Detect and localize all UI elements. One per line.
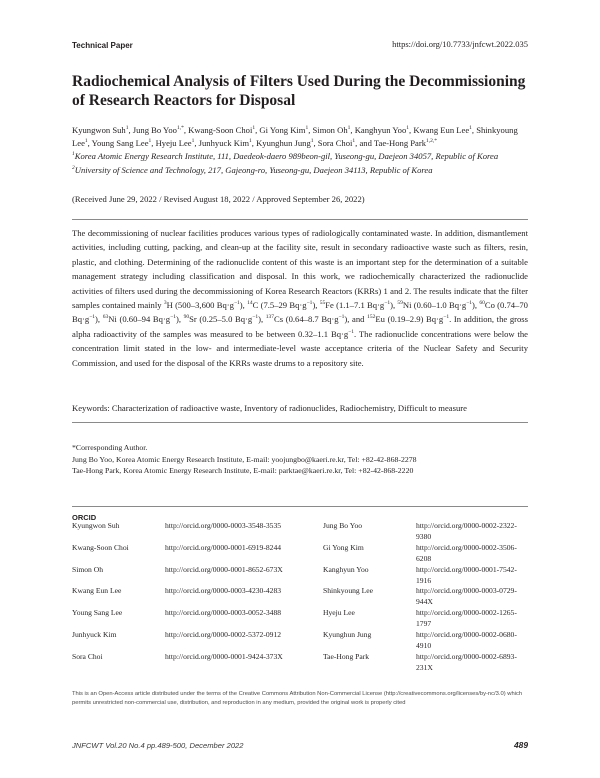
corresponding-line: Jung Bo Yoo, Korea Atomic Energy Research Institute, E-mail: yoojungbo@kaeri.re.kr, Tel: +82-42-868-2278 <box>72 454 417 464</box>
abstract-text: Ni (0.60–94 Bq·g <box>108 314 171 325</box>
author-name: Simon Oh <box>312 125 348 135</box>
author-name: Young Sang Lee <box>91 138 149 149</box>
author-superscript: 1 <box>347 125 351 132</box>
superscript: 152 <box>367 314 376 321</box>
superscript: 59 <box>397 300 403 307</box>
superscript: −1 <box>89 314 96 321</box>
abstract-text: ), <box>472 300 480 311</box>
received-dates: (Received June 29, 2022 / Revised August 18, 2022 / Approved September 26, 2022) <box>72 194 365 204</box>
orcid-row <box>72 630 532 652</box>
author-superscript: 1 <box>406 125 410 132</box>
orcid-author-name: Tae-Hong Park <box>323 651 370 661</box>
abstract-text: Eu (0.19–2.9) Bq·g <box>375 314 444 325</box>
abstract-text: Co (0.74–70 Bq·g <box>72 300 528 325</box>
abstract <box>72 226 528 370</box>
author <box>313 125 351 135</box>
author <box>199 138 252 148</box>
page-number: 489 <box>514 740 528 750</box>
author <box>413 125 472 135</box>
superscript: 90 <box>183 314 190 321</box>
affiliation-superscript: 2 <box>72 164 75 171</box>
abstract-text: The decommissioning of nuclear facilities produces various types of radiologically contaminated waste. In addition, dismantlement activities, including cutting, packing, and clean-up at the facility site, result in secondary radioactive waste such as filters, resin, plastic, and clothing. Determining of the radionuclide content of this waste is an important step for the determination of a suitable management strategy including classification and disposal. In this work, we radiochemically characterized the radionuclide activities of filters used during the decommissioning of Korea Research Reactors (KRRs) 1 and 2. The results indicate that the filter samples contained mainly <box>72 228 528 311</box>
orcid-link[interactable]: http://orcid.org/0000-0003-0052-3488 <box>165 608 282 618</box>
author-name: Gi Yong Kim <box>259 125 306 135</box>
orcid-row <box>72 521 532 543</box>
author-block <box>72 124 530 177</box>
affiliation-text: University of Science and Technology, 217, Gajeong-ro, Yuseong-gu, Daejeon 34113, Republic of Korea <box>74 164 433 175</box>
orcid-link[interactable]: http://orcid.org/0000-0002-5372-0912 <box>165 630 282 640</box>
author-name: Junhyuck Kim <box>198 138 250 149</box>
orcid-link[interactable]: http://orcid.org/0000-0002-0680-4910 <box>416 630 517 650</box>
abstract-text: . The radionuclide concentrations were below the concentration limit stated in the low- and intermediate-level waste acceptance criteria of the Nuclear Safety and Security Commission, and used for the disposal of the KRRs waste drums to a repository site. <box>72 328 528 368</box>
license-notice: This is an Open-Access article distributed under the terms of the Creative Commons Attribution Non-Commercial License (http://creativecommons.org/licenses/by-nc/3.0) which permits unrestricted non-commercial use, distribution, and reproduction in any medium, provided the original work is properly cited <box>72 691 523 707</box>
orcid-author-name: Sora Choi <box>72 651 103 661</box>
author-name: Kyunghun Jung <box>256 138 311 149</box>
author-name: Kwang Eun Lee <box>413 125 470 135</box>
author-superscript: 1 <box>310 138 314 145</box>
abstract-text: ), <box>239 300 248 311</box>
paper-title: Radiochemical Analysis of Filters Used During the Decommissioning of Research Reactors for Disposal <box>72 73 526 109</box>
orcid-heading: ORCID <box>72 513 97 522</box>
abstract-text: ), <box>175 314 184 325</box>
orcid-author-name: Young Sang Lee <box>72 608 123 618</box>
author-list: Kyungwon Suh$^1$, Jung Bo Yoo$^{1,*}$, Kwang-Soon Choi$^1$, Gi Yong Kim$^1$, Simon Oh$^1$, Kanghyun Yoo$^1$, Kwang Eun Lee$^1$, Shinkyoung Lee$^1$, Young Sang Lee$^1$, Hyeju Lee$^1$, Junhyuck Kim$^1$, Kyunghun Jung$^1$, Sora Choi$^1$, and Tae-Hong Park$^{1,2,*}$ <box>72 125 518 149</box>
orcid-row <box>72 608 532 630</box>
orcid-link[interactable]: http://orcid.org/0000-0002-6893-231X <box>416 651 517 672</box>
author <box>188 125 255 135</box>
orcid-author-name: Kwang-Soon Choi <box>72 542 129 552</box>
author-name: Shinkyoung Lee <box>72 125 518 149</box>
author-superscript: 1 <box>305 125 309 132</box>
orcid-row <box>72 543 532 565</box>
abstract-text: ), <box>390 300 398 311</box>
author-superscript: 1 <box>252 125 256 132</box>
article-type-label: Technical Paper <box>72 41 133 50</box>
abstract-text: ), <box>95 314 103 325</box>
orcid-author-name: Kwang Eun Lee <box>72 586 122 596</box>
superscript: 60 <box>479 300 485 307</box>
superscript: −1 <box>466 300 473 307</box>
orcid-row <box>72 652 532 674</box>
author-superscript: 1 <box>148 138 152 145</box>
author-name: Kyungwon Suh <box>72 125 126 135</box>
superscript: −1 <box>170 314 176 321</box>
superscript: −1 <box>306 300 313 307</box>
superscript: −1 <box>384 300 391 307</box>
orcid-link[interactable]: http://orcid.org/0000-0003-0729-944X <box>416 586 517 607</box>
abstract-text: ), <box>258 314 266 325</box>
author-superscript: 1 <box>84 138 88 145</box>
orcid-link[interactable]: http://orcid.org/0000-0003-3548-3535 <box>165 521 282 530</box>
orcid-link[interactable]: http://orcid.org/0000-0001-7542-1916 <box>416 564 517 585</box>
orcid-author-name: Shinkyoung Lee <box>323 586 373 596</box>
abstract-text: ), <box>312 300 320 311</box>
orcid-author-name: Hyeju Lee <box>323 608 355 618</box>
author-name: Jung Bo Yoo <box>132 125 177 135</box>
doi-link[interactable]: https://doi.org/10.7733/jnfcwt.2022.035 <box>392 39 528 49</box>
keywords: Keywords: Characterization of radioactive waste, Inventory of radionuclides, Radiochemistry, Difficult to measure <box>72 403 467 413</box>
author-superscript: 1 <box>191 138 195 145</box>
author <box>92 138 152 148</box>
abstract-text: Sr (0.25–5.0 Bq·g <box>189 314 253 325</box>
affiliation <box>72 150 530 163</box>
affiliation-superscript: 1 <box>72 151 75 158</box>
author-superscript: 1 <box>125 125 129 132</box>
affiliation <box>72 164 530 177</box>
divider <box>72 506 528 507</box>
author <box>374 138 437 148</box>
orcid-link[interactable]: http://orcid.org/0000-0002-2322-9380 <box>416 521 517 541</box>
orcid-link[interactable]: http://orcid.org/0000-0001-6919-8244 <box>165 542 282 552</box>
orcid-author-name: Junhyuck Kim <box>72 630 117 640</box>
orcid-author-name: Simon Oh <box>72 564 104 574</box>
affiliation-text: Korea Atomic Energy Research Institute, 111, Daedeok-daero 989beon-gil, Yuseong-gu, Daejeon 34057, Republic of Korea <box>74 151 499 162</box>
abstract-text: . In addition, the gross alpha radioactivity of the samples was measured to be between 0.32–1.1 Bq·g <box>72 314 528 339</box>
orcid-row <box>72 586 532 608</box>
abstract-text: C (7.5–29 Bq·g <box>252 300 307 311</box>
abstract-text: Ni (0.60–1.0 Bq·g <box>402 300 467 311</box>
orcid-link[interactable]: http://orcid.org/0000-0002-3506-6208 <box>416 542 517 563</box>
orcid-link[interactable]: http://orcid.org/0000-0001-9424-373X <box>165 651 283 661</box>
author-superscript: 1,* <box>176 125 184 132</box>
author <box>156 138 195 148</box>
author-superscript: 1,2,* <box>426 138 438 145</box>
author-name: Kwang-Soon Choi <box>188 125 253 135</box>
superscript: 14 <box>247 300 253 307</box>
author-superscript: 1 <box>469 125 472 132</box>
superscript: −1 <box>233 300 240 307</box>
corresponding-line: Tae-Hong Park, Korea Atomic Energy Research Institute, E-mail: parktae@kaeri.re.kr, Tel: +82-42-868-2220 <box>72 466 414 476</box>
author <box>355 125 409 135</box>
author-superscript: 1 <box>352 138 356 145</box>
author-name: Sora Choi <box>317 138 353 149</box>
orcid-link[interactable]: http://orcid.org/0000-0003-4230-4283 <box>165 586 282 596</box>
divider <box>72 219 528 220</box>
orcid-table <box>72 521 532 674</box>
superscript: −1 <box>338 314 345 321</box>
author-conjunction: and <box>359 138 372 149</box>
superscript: −1 <box>348 328 355 335</box>
superscript: 63 <box>102 314 109 321</box>
author <box>72 125 128 135</box>
author <box>259 125 308 135</box>
orcid-author-name: Kanghyun Yoo <box>323 564 369 574</box>
affiliation-list <box>72 150 530 176</box>
author <box>318 138 355 148</box>
orcid-author-name: Gi Yong Kim <box>323 542 364 552</box>
abstract-text: ), and <box>344 314 368 325</box>
journal-citation: JNFCWT Vol.20 No.4 pp.489-500, December 2022 <box>72 741 244 750</box>
orcid-link[interactable]: http://orcid.org/0000-0002-1265-1797 <box>416 608 517 629</box>
superscript: −1 <box>443 314 450 321</box>
abstract-text: H (500–3,600 Bq·g <box>166 300 234 311</box>
orcid-link[interactable]: http://orcid.org/0000-0001-8652-673X <box>165 564 283 574</box>
orcid-author-name: Jung Bo Yoo <box>323 521 363 530</box>
corresponding-heading: *Corresponding Author. <box>72 443 148 452</box>
abstract-text: Fe (1.1–7.1 Bq·g <box>325 300 385 311</box>
orcid-row <box>72 565 532 587</box>
author-name: Kanghyun Yoo <box>354 125 407 135</box>
abstract-text: Cs (0.64–8.7 Bq·g <box>274 314 339 325</box>
author <box>256 138 313 148</box>
orcid-author-name: Kyunghun Jung <box>323 630 372 640</box>
divider <box>72 422 528 423</box>
author-superscript: 1 <box>249 138 252 145</box>
superscript: 137 <box>265 314 275 321</box>
author <box>133 125 184 135</box>
orcid-author-name: Kyungwon Suh <box>72 521 120 530</box>
superscript: −1 <box>252 314 259 321</box>
superscript: 55 <box>319 300 326 307</box>
corresponding-author-block <box>72 442 528 477</box>
author-name: Hyeju Lee <box>155 138 192 149</box>
superscript: 3 <box>163 300 167 307</box>
author-name: Tae-Hong Park <box>373 138 427 149</box>
